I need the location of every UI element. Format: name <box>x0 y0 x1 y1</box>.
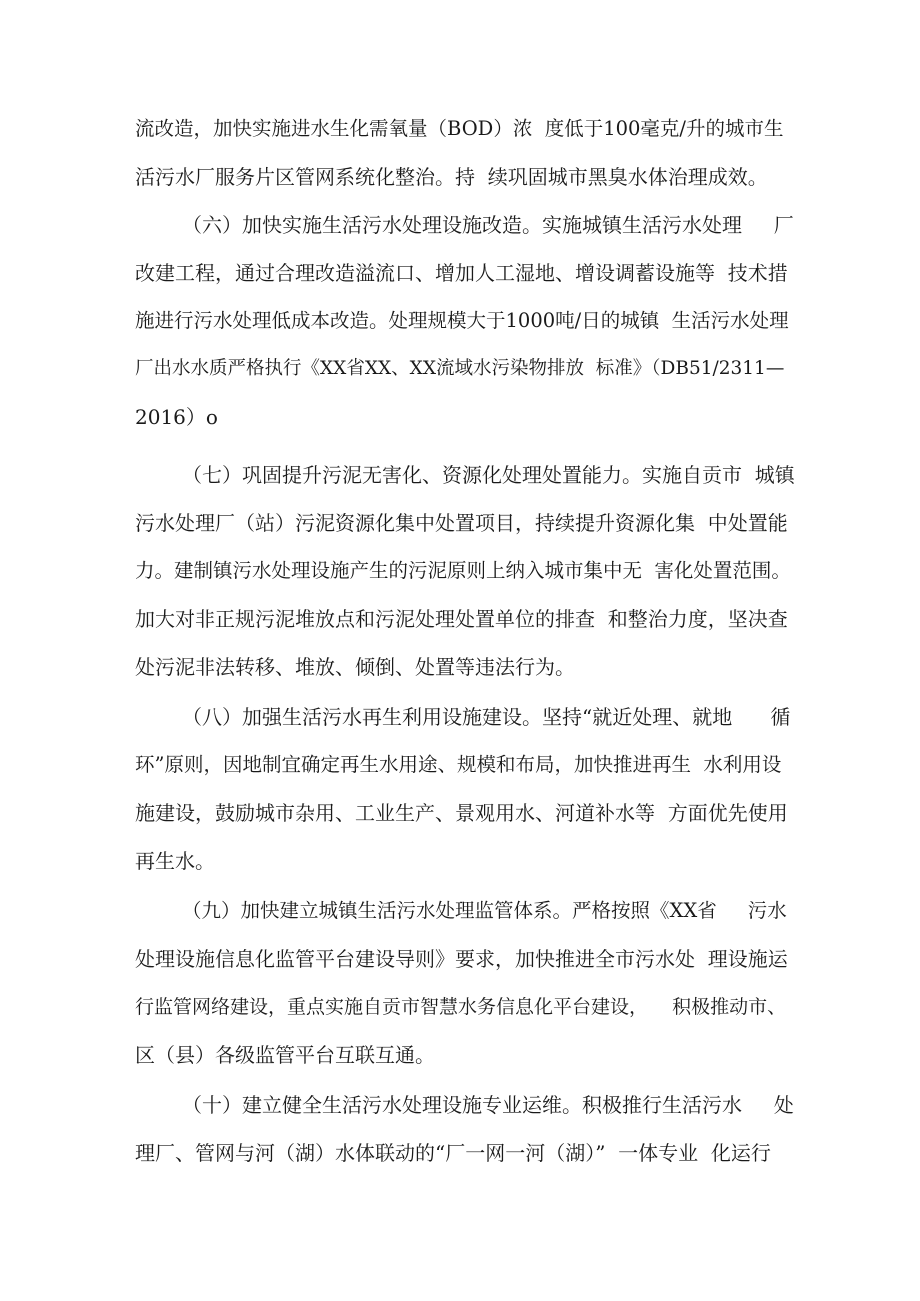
text-line: 流改造，加快实施进水生化需氧量（BOD）浓 度低于100毫克/升的城市生 <box>135 117 784 140</box>
paragraph-ten-start: （十）建立健全生活污水处理设施专业运维。积极推行生活污水 处 <box>182 1093 794 1117</box>
text-line: 行监管网络建设，重点实施自贡市智慧水务信息化平台建设， 积极推动市、 <box>135 996 787 1018</box>
paragraph-seven-start: （七）巩固提升污泥无害化、资源化处理处置能力。实施自贡市 城镇 <box>182 463 795 487</box>
text-line: 环”原则，因地制宜确定再生水用途、规模和布局，加快推进再生 水利用设 <box>135 753 782 776</box>
text-line: 理厂、管网与河（湖）水体联动的“厂一网一河（湖）” 一体专业 化运行 <box>135 1141 771 1165</box>
paragraph-six-start: （六）加快实施生活污水处理设施改造。实施城镇生活污水处理 厂 <box>182 213 794 237</box>
text-line: 2016）o <box>135 405 218 429</box>
text-line: 厂出水水质严格执行《XX省XX、XX流域水污染物排放 标准》（DB51/2311— <box>135 358 785 379</box>
text-line: 再生水。 <box>135 849 215 873</box>
text-line: 施建设，鼓励城市杂用、工业生产、景观用水、河道补水等 方面优先使用 <box>135 801 788 825</box>
text-line: 处污泥非法转移、堆放、倾倒、处置等违法行为。 <box>135 655 575 679</box>
paragraph-nine-start: （九）加快建立城镇生活污水处理监管体系。严格按照《XX省 污水 <box>182 899 787 922</box>
text-line: 污水处理厂（站）污泥资源化集中处置项目，持续提升资源化集 中处置能 <box>135 511 788 535</box>
text-line: 力。建制镇污水处理设施产生的污泥原则上纳入城市集中无 害化处置范围。 <box>135 559 791 582</box>
text-line: 处理设施信息化监管平台建设导则》要求，加快推进全市污水处 理设施运 <box>135 947 788 971</box>
text-line: 加大对非正规污泥堆放点和污泥处理处置单位的排查 和整治力度，坚决查 <box>135 607 788 631</box>
text-line: 改建工程，通过合理改造溢流口、增加人工湿地、增设调蓄设施等 技术措 <box>135 261 788 285</box>
paragraph-eight-start: （八）加强生活污水再生利用设施建设。坚持“就近处理、就地 循 <box>182 705 791 729</box>
text-line: 活污水厂服务片区管网系统化整治。持 续巩固城市黑臭水体治理成效。 <box>135 165 768 189</box>
text-line: 施进行污水处理低成本改造。处理规模大于1000吨/日的城镇 生活污水处理 <box>135 309 789 332</box>
text-line: 区（县）各级监管平台互联互通。 <box>135 1043 435 1067</box>
